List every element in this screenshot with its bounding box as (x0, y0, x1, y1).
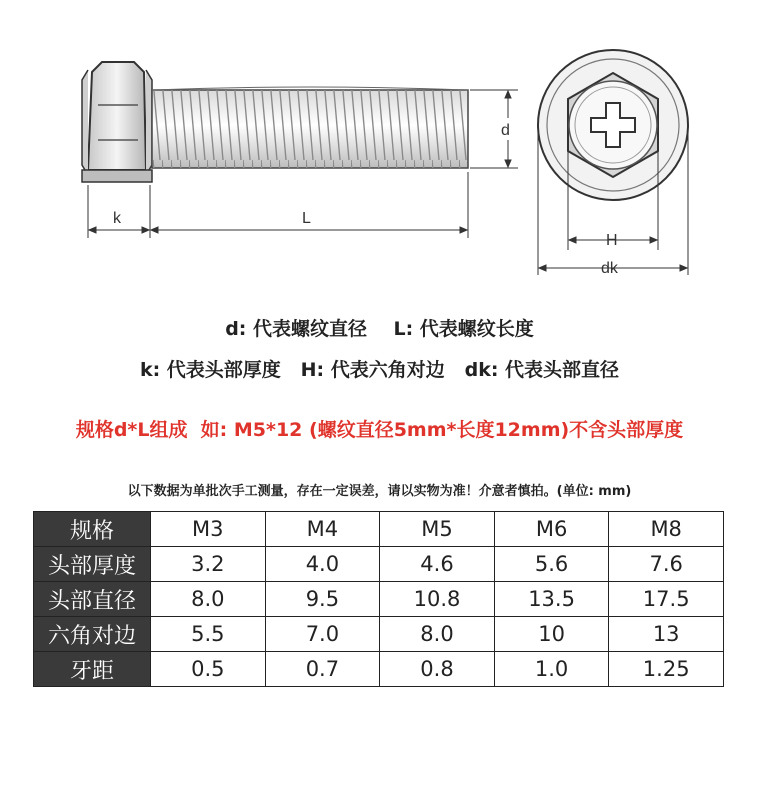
screw-diagram (0, 0, 759, 300)
table-cell: 10.8 (380, 582, 495, 617)
spec-table (33, 511, 724, 687)
row-label: 头部厚度 (34, 547, 151, 582)
label-dk: dk (601, 260, 618, 277)
row-label: 牙距 (34, 652, 151, 687)
label-k: k (113, 210, 121, 227)
table-cell: 13.5 (494, 582, 609, 617)
table-cell: 0.5 (151, 652, 266, 687)
legend-line-2: k: 代表头部厚度 H: 代表六角对边 dk: 代表头部直径 (139, 359, 620, 381)
size-cell: M4 (265, 512, 380, 547)
table-cell: 4.0 (265, 547, 380, 582)
table-cell: 17.5 (609, 582, 724, 617)
measurement-note: 以下数据为单批次手工测量，存在一定误差，请以实物为准！介意者慎拍。(单位: mm) (127, 484, 632, 499)
header-label: 规格 (34, 512, 151, 547)
size-cell: M3 (151, 512, 266, 547)
table-row (34, 582, 724, 617)
table-cell: 8.0 (380, 617, 495, 652)
legend-line-1: d: 代表螺纹直径 L: 代表螺纹长度 (225, 318, 534, 340)
screw-head-side (82, 62, 152, 182)
size-cell: M8 (609, 512, 724, 547)
table-cell: 1.25 (609, 652, 724, 687)
table-cell: 5.6 (494, 547, 609, 582)
row-label: 头部直径 (34, 582, 151, 617)
table-cell: 1.0 (494, 652, 609, 687)
table-cell: 8.0 (151, 582, 266, 617)
table-cell: 7.6 (609, 547, 724, 582)
table-cell: 5.5 (151, 617, 266, 652)
screw-shaft-side (152, 87, 468, 168)
label-H: H (606, 232, 618, 249)
table-cell: 13 (609, 617, 724, 652)
size-cell: M6 (494, 512, 609, 547)
table-header-row (34, 512, 724, 547)
table-cell: 10 (494, 617, 609, 652)
table-cell: 0.8 (380, 652, 495, 687)
label-L: L (302, 210, 311, 227)
dimension-d (470, 90, 518, 168)
table-cell: 7.0 (265, 617, 380, 652)
table-cell: 4.6 (380, 547, 495, 582)
label-d: d (501, 122, 510, 139)
table-row (34, 617, 724, 652)
table-cell: 0.7 (265, 652, 380, 687)
spec-note: 规格d*L组成 如: M5*12 (螺纹直径5mm*长度12mm)不含头部厚度 (75, 419, 684, 441)
table-row (34, 652, 724, 687)
table-cell: 9.5 (265, 582, 380, 617)
size-cell: M5 (380, 512, 495, 547)
table-row (34, 547, 724, 582)
screw-head-top (538, 50, 688, 200)
table-cell: 3.2 (151, 547, 266, 582)
row-label: 六角对边 (34, 617, 151, 652)
